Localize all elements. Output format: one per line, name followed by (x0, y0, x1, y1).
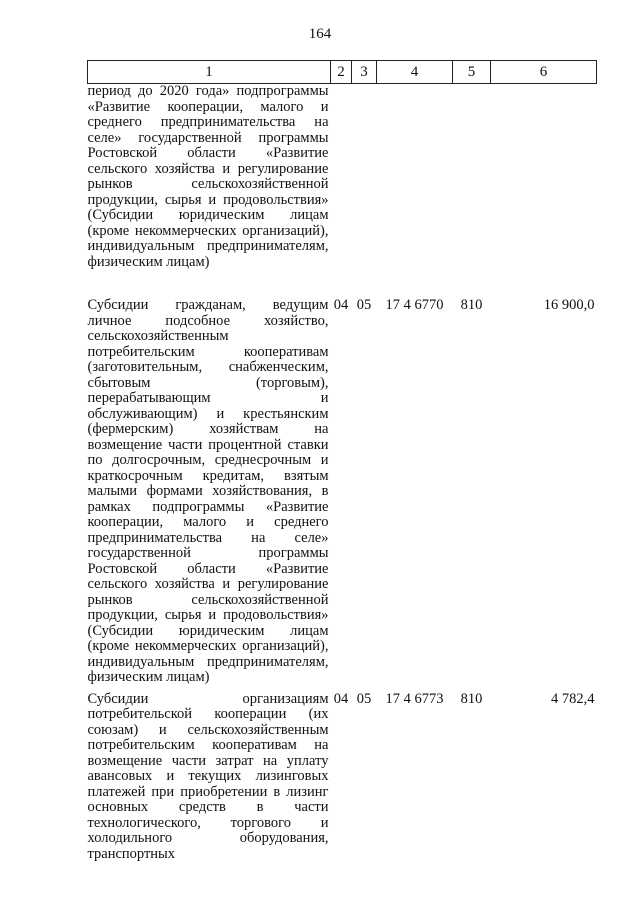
row-subsection (352, 84, 377, 293)
row-section: 04 (333, 297, 349, 313)
row-amount (491, 84, 597, 293)
row-target-code (377, 84, 453, 293)
column-header: 2 (331, 61, 352, 84)
column-header: 4 (377, 61, 453, 84)
row-description: Субсидии организациям потребительской кооперации (их союзам) и сельскохозяйственным потребительским кооперативам на возмещение части затрат на уплату авансовых и текущих лизинговых платежей при приобретении в лизинг основных средств в части технологического, торгового и холодильного оборудования, транспортных (87, 690, 329, 862)
row-amount: 4 782,4 (551, 690, 595, 707)
row-section: 04 (333, 690, 349, 707)
column-header: 5 (453, 61, 491, 84)
row-expense-type (453, 84, 491, 293)
row-expense-type: 810 (460, 690, 483, 707)
column-header: 6 (491, 61, 597, 84)
table-row (88, 84, 597, 293)
column-header: 3 (352, 61, 377, 84)
row-expense-type: 810 (460, 297, 483, 313)
row-description: Субсидии гражданам, ведущим личное подсобное хозяйство, сельскохозяйственным потребительским кооперативам (заготовительным, снабженческим, сбытовым (торговым), перерабатывающим и обслуживающим) и крестьянским (фермерским) хозяйствам на возмещение части процентной ставки по долгосрочным, среднесрочным и краткосрочным кредитам, взятым малыми формами хозяйствования, в рамках подпрограммы «Развитие кооперации, малого и среднего предпринимательства на селе» государственной программы Ростовской области «Развитие сельского хозяйства и регулирование рынков сельскохозяйственной продукции, сырья и продовольствия» (Субсидии юридическим лицам (кроме некоммерческих организаций), индивидуальным предпринимателям, физическим лицам) (87, 297, 329, 685)
column-header: 1 (88, 61, 331, 84)
budget-table (87, 60, 597, 862)
row-subsection: 05 (356, 297, 372, 313)
row-target-code: 17 4 6773 (385, 690, 444, 707)
row-section (331, 84, 352, 293)
row-subsection: 05 (356, 690, 372, 707)
row-amount: 16 900,0 (543, 297, 595, 313)
table-header (88, 61, 597, 84)
table-row (88, 686, 597, 863)
row-target-code: 17 4 6770 (385, 297, 444, 313)
table-row (88, 292, 597, 686)
page-number: 164 (308, 26, 332, 42)
row-description: период до 2020 года» подпрограммы «Развитие кооперации, малого и среднего предпринимательства на селе» государственной программы Ростовской области «Развитие сельского хозяйства и регулирование рынков сельскохозяйственной продукции, сырья и продовольствия» (Субсидии юридическим лицам (кроме некоммерческих организаций), индивидуальным предпринимателям, физическим лицам) (87, 83, 329, 270)
